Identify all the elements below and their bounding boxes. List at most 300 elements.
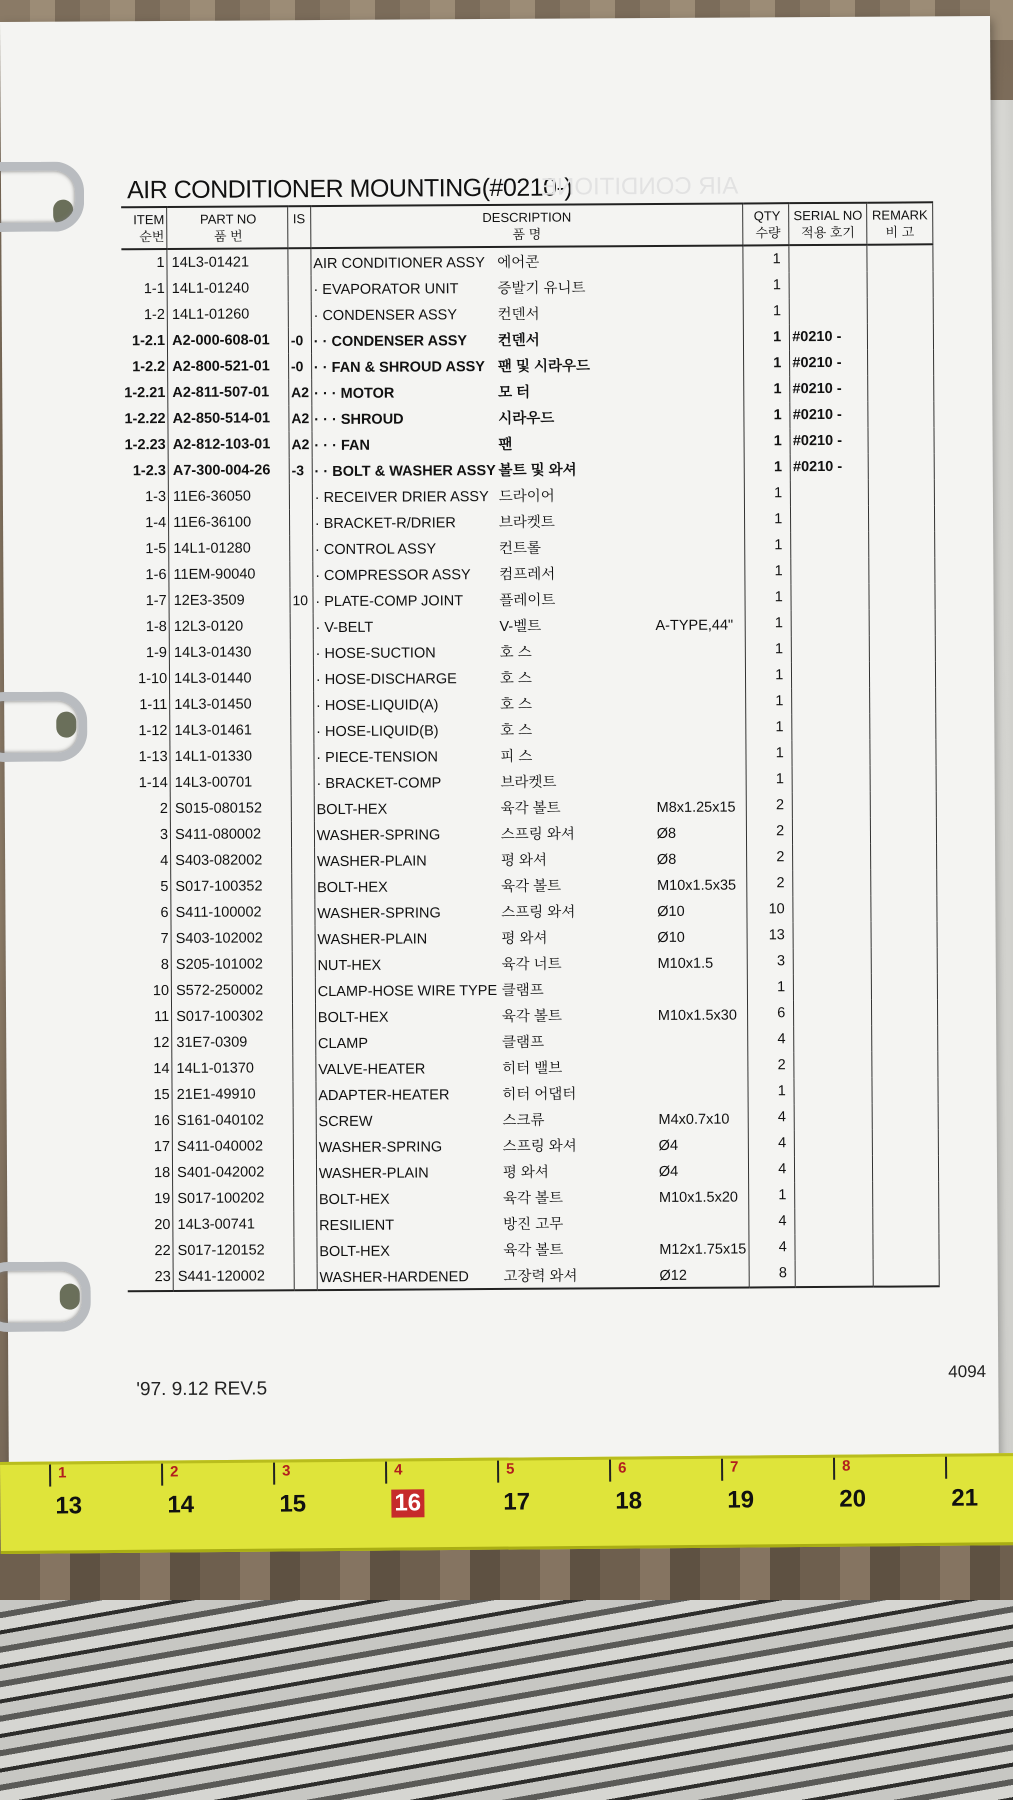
serial-no (789, 298, 867, 324)
item-number: 1-6 (123, 562, 169, 588)
specification: M4x0.7x10 (658, 1111, 730, 1128)
is-code (289, 509, 312, 535)
item-number: 14 (126, 1056, 172, 1082)
tape-tick (497, 1461, 499, 1483)
description-english: · BRACKET-R/DRIER (314, 514, 456, 532)
description-english: · · CONDENSER ASSY (313, 332, 468, 350)
description-english: CLAMP (317, 1035, 369, 1052)
remark (870, 765, 936, 791)
description-english: · HOSE-SUCTION (315, 644, 436, 662)
part-number: 21E1-49910 (172, 1081, 293, 1108)
specification: Ø8 (656, 851, 677, 868)
item-number: 17 (127, 1134, 173, 1160)
serial-no (793, 922, 871, 948)
quantity: 6 (748, 1000, 794, 1026)
description (314, 818, 747, 847)
serial-no (793, 948, 871, 974)
serial-no (791, 610, 869, 636)
serial-no (789, 245, 867, 272)
tape-inch-mark: 8 (841, 1457, 851, 1475)
part-number: S017-100352 (171, 873, 292, 900)
serial-no (793, 818, 871, 844)
quantity: 1 (745, 506, 791, 532)
description-korean: 호 스 (499, 696, 533, 713)
tape-tick (49, 1465, 51, 1487)
serial-no (795, 1234, 873, 1260)
description (315, 948, 748, 977)
item-number: 1-2.1 (122, 328, 168, 354)
remark (869, 505, 935, 531)
remark (872, 1025, 938, 1051)
description-english: · HOSE-LIQUID(A) (315, 696, 439, 714)
serial-no: #0210 - (790, 402, 868, 428)
tape-number: 14 (167, 1491, 195, 1519)
description-korean: 호 스 (500, 722, 533, 739)
description-english: WASHER-PLAIN (317, 930, 428, 948)
tape-number: 17 (503, 1488, 531, 1516)
remark (870, 739, 936, 765)
specification: Ø4 (658, 1137, 679, 1154)
description (311, 376, 744, 405)
quantity: 1 (744, 402, 790, 428)
tape-inch-mark: 7 (729, 1458, 739, 1476)
specification: M10x1.5 (657, 955, 714, 972)
part-number: 14L3-01440 (170, 665, 291, 692)
description-korean: 평 와셔 (502, 1164, 549, 1181)
tape-inch-mark: 5 (506, 1460, 515, 1478)
description (312, 506, 745, 535)
is-code (291, 821, 314, 847)
header-serial-no: SERIAL NO 적용 호기 (789, 203, 867, 245)
description-korean: 시라우드 (498, 410, 555, 427)
quantity: 1 (746, 688, 792, 714)
part-number: 12E3-3509 (169, 587, 290, 614)
description (311, 298, 744, 327)
description (311, 272, 744, 301)
is-code (294, 1263, 317, 1290)
description-english: WASHER-SPRING (316, 826, 441, 844)
quantity: 4 (748, 1026, 794, 1052)
serial-no (792, 766, 870, 792)
part-number: S411-100002 (171, 899, 292, 926)
description (315, 1000, 748, 1029)
quantity: 3 (748, 948, 794, 974)
tape-inch-mark: 4 (394, 1461, 403, 1479)
description-english: · · · FAN (314, 437, 371, 454)
header-is: IS (288, 206, 311, 248)
tape-tick (161, 1464, 163, 1486)
part-number: S411-080002 (171, 821, 292, 848)
is-code (292, 873, 315, 899)
header-description: DESCRIPTION 품 명 (310, 203, 743, 248)
description-korean: 브라켓트 (498, 514, 555, 531)
item-number: 1-5 (123, 536, 169, 562)
specification: Ø10 (657, 929, 685, 946)
remark (868, 375, 934, 401)
part-number: 14L3-00701 (170, 769, 291, 796)
description (313, 662, 746, 691)
description-english: · COMPRESSOR ASSY (315, 566, 471, 584)
serial-no: #0210 - (790, 428, 868, 454)
remark (872, 1103, 938, 1129)
serial-no (791, 480, 869, 506)
item-number: 1-2.21 (122, 380, 168, 406)
description-english: · EVAPORATOR UNIT (313, 280, 459, 298)
description (316, 1130, 749, 1159)
serial-no (791, 506, 869, 532)
tape-number: 18 (615, 1487, 643, 1515)
tape-number: 19 (727, 1486, 755, 1514)
serial-no (795, 1182, 873, 1208)
serial-no: #0210 - (790, 350, 868, 376)
serial-no (794, 1104, 872, 1130)
description (316, 1104, 749, 1133)
is-code (288, 301, 311, 327)
serial-no: #0210 - (790, 454, 868, 480)
quantity: 2 (747, 870, 793, 896)
tape-tick (273, 1463, 275, 1485)
is-code: -0 (288, 327, 311, 353)
tape-tick (609, 1460, 611, 1482)
description-english: · CONDENSER ASSY (313, 306, 458, 324)
part-number: 11E6-36050 (168, 483, 289, 510)
quantity: 13 (747, 922, 793, 948)
serial-no (791, 584, 869, 610)
quantity: 1 (745, 558, 791, 584)
description-korean: 육각 볼트 (502, 1190, 564, 1207)
description-english: · · FAN & SHROUD ASSY (313, 358, 486, 376)
part-number: S401-042002 (173, 1159, 294, 1186)
description (311, 350, 744, 379)
description-korean: 컨트롤 (498, 540, 542, 557)
serial-no (793, 896, 871, 922)
description-korean: 컨덴서 (497, 332, 540, 349)
serial-no (792, 792, 870, 818)
remark (873, 1129, 939, 1155)
part-number: S403-082002 (171, 847, 292, 874)
description-english: CLAMP-HOSE WIRE TYPE (317, 982, 498, 1000)
tape-tick (945, 1457, 947, 1479)
quantity: 1 (745, 584, 791, 610)
serial-no (795, 1260, 873, 1287)
is-code (288, 248, 311, 275)
description (311, 324, 744, 353)
description (313, 584, 746, 613)
part-number: A2-000-608-01 (167, 327, 288, 354)
description-korean: 플레이트 (499, 592, 556, 609)
serial-no (794, 1052, 872, 1078)
serial-no (792, 636, 870, 662)
specification: M12x1.75x15 (659, 1240, 747, 1258)
serial-no (792, 688, 870, 714)
item-number: 1-2 (122, 302, 168, 328)
description-english: BOLT-HEX (317, 1009, 389, 1026)
towel-fabric (0, 1600, 1013, 1800)
quantity: 2 (747, 792, 793, 818)
part-number: 11E6-36100 (169, 509, 290, 536)
quantity: 8 (749, 1260, 795, 1287)
description (313, 688, 746, 717)
part-number: 14L3-01461 (170, 717, 291, 744)
remark (869, 479, 935, 505)
description-korean: 히터 밸브 (502, 1060, 563, 1077)
remark (873, 1233, 939, 1259)
serial-no (794, 1000, 872, 1026)
specification: A-TYPE,44" (655, 617, 734, 634)
description-korean: 팬 (498, 436, 513, 453)
serial-no: #0210 - (790, 376, 868, 402)
remark (867, 297, 933, 323)
serial-no (795, 1208, 873, 1234)
quantity: 1 (746, 636, 792, 662)
tape-tick (833, 1458, 835, 1480)
is-code (293, 1029, 316, 1055)
description (315, 896, 748, 925)
part-number: S017-120152 (173, 1237, 294, 1264)
remark (871, 869, 937, 895)
is-code: A2 (289, 431, 312, 457)
remark (867, 244, 933, 271)
is-code: -3 (289, 457, 312, 483)
serial-no (792, 740, 870, 766)
quantity: 4 (749, 1234, 795, 1260)
description-korean: 컴프레서 (499, 566, 556, 583)
remark (871, 843, 937, 869)
part-number: S017-100202 (173, 1185, 294, 1212)
is-code (293, 1185, 316, 1211)
is-code (290, 665, 313, 691)
remark (873, 1259, 939, 1286)
description-korean: 평 와셔 (500, 852, 548, 869)
description-english: · HOSE-DISCHARGE (315, 670, 457, 688)
item-number: 1-2.23 (123, 432, 169, 458)
description (315, 1026, 748, 1055)
item-number: 1-2.2 (122, 354, 168, 380)
is-code (290, 613, 313, 639)
item-number: 10 (126, 978, 172, 1004)
description-english: BOLT-HEX (318, 1191, 390, 1208)
serial-no (794, 1026, 872, 1052)
description-korean: 드라이어 (498, 488, 555, 505)
description (315, 922, 748, 951)
page-title: AIR CONDITIONER MOUNTING(#0210-) (126, 173, 573, 205)
tape-number: 16 (391, 1489, 424, 1517)
description-korean: 브라켓트 (500, 774, 557, 791)
description-english: · PLATE-COMP JOINT (315, 592, 464, 610)
remark (869, 531, 935, 557)
item-number: 1-10 (124, 666, 170, 692)
part-number: 14L1-01260 (167, 301, 288, 328)
part-number: S411-040002 (172, 1133, 293, 1160)
description (312, 532, 745, 561)
description-english: WASHER-HARDENED (319, 1268, 469, 1286)
description-english: WASHER-SPRING (318, 1138, 443, 1156)
item-number: 23 (128, 1264, 174, 1291)
item-number: 1-9 (124, 640, 170, 666)
serial-no (794, 1078, 872, 1104)
specification: M10x1.5x30 (657, 1007, 737, 1024)
is-code (292, 925, 315, 951)
binder-ring (0, 161, 84, 232)
item-number: 22 (127, 1238, 173, 1264)
part-number: 14L3-01421 (167, 248, 288, 276)
item-number: 4 (125, 848, 171, 874)
item-number: 11 (126, 1004, 172, 1030)
quantity: 1 (748, 1078, 794, 1104)
revision-date: '97. 9.12 REV.5 (136, 1378, 268, 1401)
description (315, 974, 748, 1003)
quantity: 1 (748, 974, 794, 1000)
table-body (121, 244, 939, 1291)
header-item: ITEM 순번 (121, 207, 167, 249)
is-code (294, 1211, 317, 1237)
description-english: BOLT-HEX (319, 1243, 390, 1260)
parts-page (0, 16, 999, 1484)
item-number: 2 (125, 796, 171, 822)
serial-no (793, 870, 871, 896)
remark (871, 921, 937, 947)
item-number: 7 (126, 926, 172, 952)
serial-no: #0210 - (790, 324, 868, 350)
description (314, 870, 747, 899)
item-number: 1-2.22 (122, 406, 168, 432)
remark (870, 661, 936, 687)
part-number: S403-102002 (171, 925, 292, 952)
item-number: 15 (126, 1082, 172, 1108)
description-english: WASHER-SPRING (317, 904, 441, 922)
description-korean: 스프링 와셔 (502, 1137, 577, 1155)
item-number: 1-11 (124, 692, 170, 718)
description-korean: 컨덴서 (497, 306, 540, 323)
is-code (290, 639, 313, 665)
description-korean: 증발기 유니트 (497, 279, 586, 297)
is-code (289, 483, 312, 509)
page-number: 4094 (948, 1362, 987, 1382)
part-number: 14L1-01240 (167, 275, 288, 302)
specification: M10x1.5x35 (657, 877, 737, 894)
quantity: 2 (747, 844, 793, 870)
is-code (292, 977, 315, 1003)
binder-ring (0, 1261, 91, 1332)
tape-inch-mark: 1 (58, 1464, 67, 1482)
description (312, 454, 745, 483)
remark (869, 635, 935, 661)
is-code: 10 (290, 587, 313, 613)
description-korean: 고장력 와셔 (503, 1267, 578, 1285)
serial-no (795, 1156, 873, 1182)
tape-number: 20 (839, 1485, 867, 1513)
description (317, 1260, 750, 1290)
description-english: · · BOLT & WASHER ASSY (314, 462, 496, 480)
tape-inch-mark: 6 (618, 1459, 627, 1477)
description-korean: 스프링 와셔 (500, 826, 575, 843)
quantity: 1 (744, 376, 790, 402)
is-code (290, 535, 313, 561)
description-english: · PIECE-TENSION (316, 748, 438, 766)
item-number: 1-1 (122, 276, 168, 302)
item-number: 3 (125, 822, 171, 848)
item-number: 1-8 (124, 614, 170, 640)
quantity: 4 (749, 1130, 795, 1156)
item-number: 12 (126, 1030, 172, 1056)
serial-no (792, 714, 870, 740)
serial-no (795, 1130, 873, 1156)
description-korean: 평 와셔 (501, 930, 548, 947)
specification: Ø4 (658, 1163, 679, 1180)
quantity: 1 (745, 532, 791, 558)
part-number: S161-040102 (172, 1107, 293, 1134)
quantity: 1 (744, 324, 790, 350)
specification: Ø8 (656, 825, 677, 842)
item-number: 16 (127, 1108, 173, 1134)
quantity: 1 (743, 272, 789, 298)
description (314, 714, 747, 743)
description-english: · CONTROL ASSY (314, 540, 437, 558)
serial-no (794, 974, 872, 1000)
description-korean: 스크류 (502, 1112, 545, 1129)
part-number: S017-100302 (172, 1003, 293, 1030)
item-number: 1-2.3 (123, 458, 169, 484)
part-number: 12L3-0120 (169, 613, 290, 640)
description-korean: 볼트 및 와셔 (498, 461, 577, 479)
serial-no (791, 532, 869, 558)
is-code (292, 1003, 315, 1029)
remark (867, 271, 933, 297)
is-code: A2 (289, 379, 312, 405)
remark (869, 609, 935, 635)
description (314, 740, 747, 769)
item-number: 1-4 (123, 510, 169, 536)
is-code (292, 899, 315, 925)
quantity: 2 (748, 1052, 794, 1078)
remark (868, 323, 934, 349)
is-code (291, 795, 314, 821)
part-number: S572-250002 (171, 977, 292, 1004)
description-english: · RECEIVER DRIER ASSY (314, 488, 489, 506)
quantity: 4 (749, 1156, 795, 1182)
quantity: 1 (746, 610, 792, 636)
part-number: A2-811-507-01 (168, 379, 289, 406)
description-korean: 에어콘 (497, 254, 540, 271)
remark (872, 1077, 938, 1103)
description-english: · BRACKET-COMP (316, 774, 442, 792)
serial-no (791, 558, 869, 584)
remark (868, 453, 934, 479)
is-code (291, 769, 314, 795)
quantity: 4 (749, 1104, 795, 1130)
quantity: 4 (749, 1208, 795, 1234)
is-code (293, 1055, 316, 1081)
quantity: 1 (746, 766, 792, 792)
tape-tick (385, 1462, 387, 1484)
description-korean: 모 터 (498, 384, 531, 401)
serial-no (789, 272, 867, 298)
description (311, 245, 744, 275)
is-code (291, 717, 314, 743)
description-korean: 클램프 (501, 1034, 545, 1051)
description (316, 1156, 749, 1185)
quantity: 1 (745, 454, 791, 480)
table-header (121, 202, 933, 249)
is-code (291, 847, 314, 873)
description (316, 1182, 749, 1211)
quantity: 1 (746, 662, 792, 688)
description (314, 792, 747, 821)
parts-table (121, 201, 940, 1292)
header-part-no: PART NO 품 번 (167, 206, 288, 249)
remark (873, 1207, 939, 1233)
item-number: 19 (127, 1186, 173, 1212)
